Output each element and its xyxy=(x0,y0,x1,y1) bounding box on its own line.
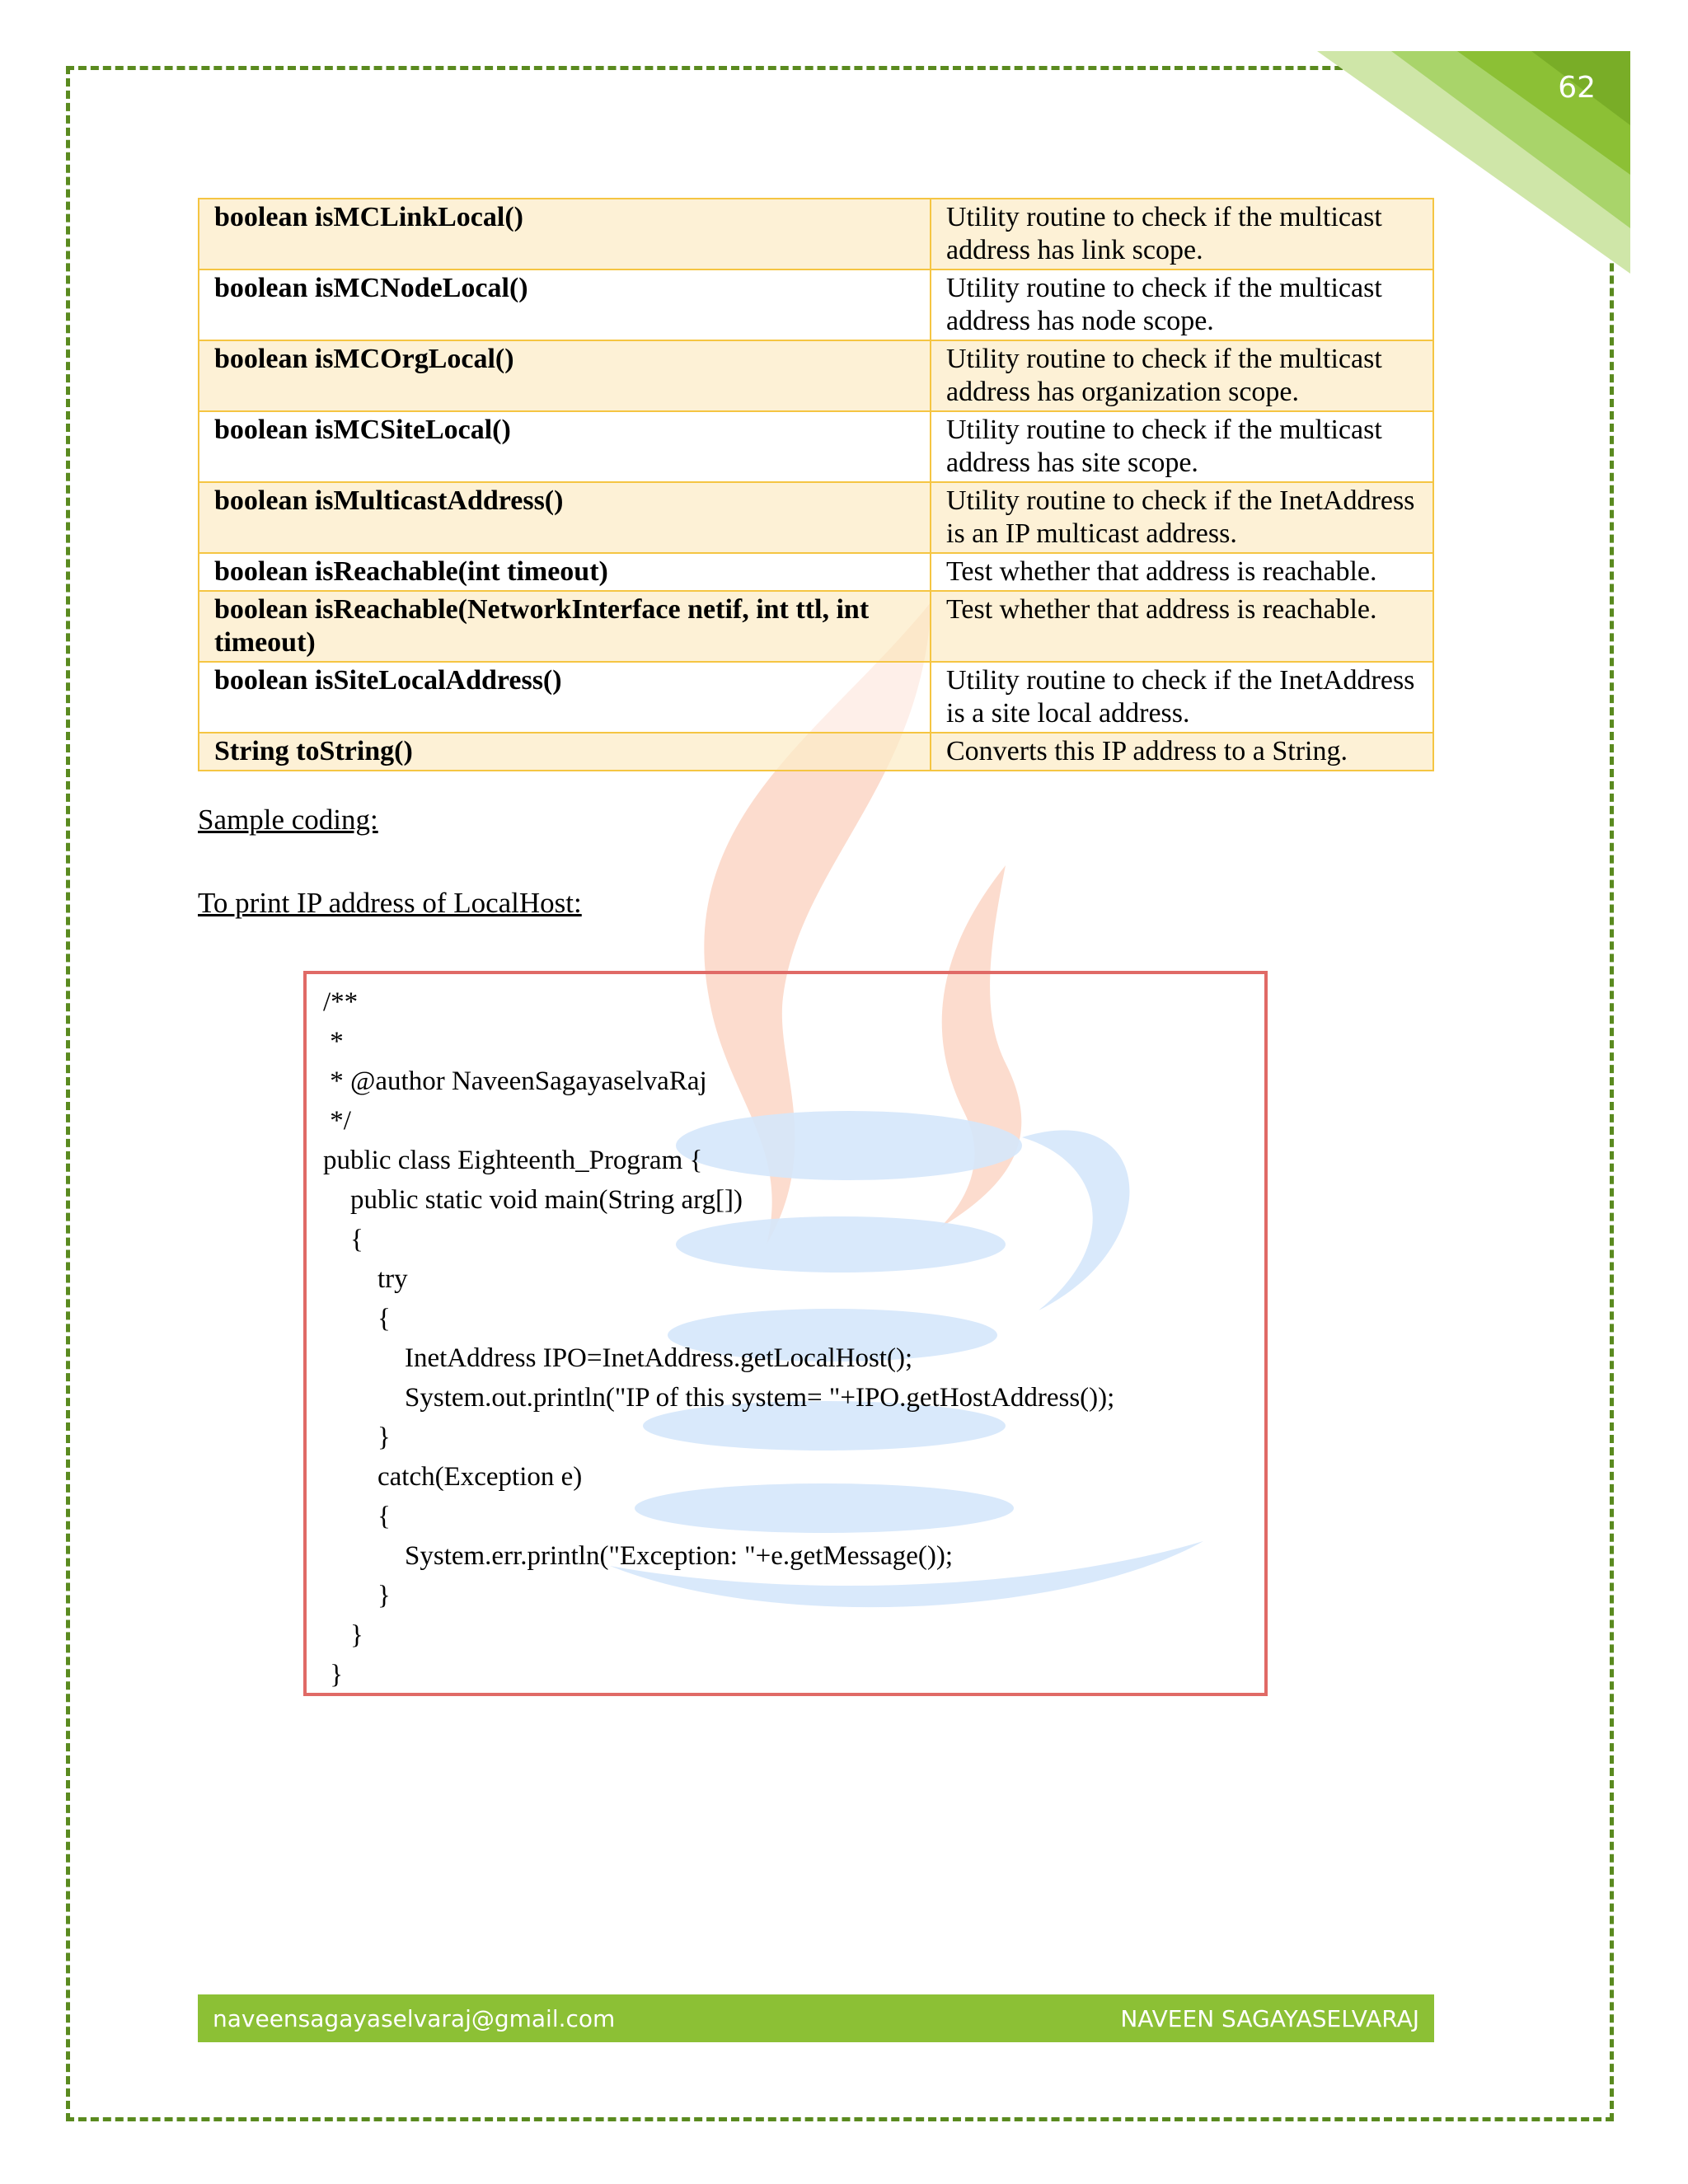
method-name: boolean isReachable(int timeout) xyxy=(199,553,931,591)
table-row xyxy=(199,591,1433,662)
method-name: boolean isMCLinkLocal() xyxy=(199,199,931,269)
code-line: try xyxy=(323,1264,408,1294)
method-description: Utility routine to check if the multicast address has site scope. xyxy=(931,411,1433,482)
code-line: */ xyxy=(323,1106,351,1136)
code-line: System.err.println("Exception: "+e.getMessage()); xyxy=(323,1541,954,1571)
footer-email: naveensagayaselvaraj@gmail.com xyxy=(213,2004,616,2032)
code-line: { xyxy=(323,1502,391,1531)
code-line: public static void main(String arg[]) xyxy=(323,1185,743,1215)
code-line: * @author NaveenSagayaselvaRaj xyxy=(323,1066,707,1096)
method-name: boolean isMCSiteLocal() xyxy=(199,411,931,482)
code-line: } xyxy=(323,1660,344,1690)
method-description: Utility routine to check if the multicast address has link scope. xyxy=(931,199,1433,269)
code-line: * xyxy=(323,1027,344,1057)
code-line: } xyxy=(323,1422,391,1452)
code-line: public class Eighteenth_Program { xyxy=(323,1146,703,1175)
method-name: boolean isSiteLocalAddress() xyxy=(199,662,931,733)
page-number: 62 xyxy=(1558,71,1596,105)
table-row xyxy=(199,199,1433,269)
code-line: System.out.println("IP of this system= "+IPO.getHostAddress()); xyxy=(323,1383,1115,1413)
table-row xyxy=(199,269,1433,340)
method-description: Test whether that address is reachable. xyxy=(931,553,1433,591)
table-row xyxy=(199,553,1433,591)
method-name: boolean isMulticastAddress() xyxy=(199,482,931,553)
method-name: boolean isMCNodeLocal() xyxy=(199,269,931,340)
method-description: Utility routine to check if the multicast address has organization scope. xyxy=(931,340,1433,411)
code-block xyxy=(303,971,1268,1696)
footer-author: NAVEEN SAGAYASELVARAJ xyxy=(1120,2004,1419,2032)
table-row xyxy=(199,340,1433,411)
table-row xyxy=(199,662,1433,733)
method-name: String toString() xyxy=(199,733,931,771)
code-line: { xyxy=(323,1225,363,1254)
method-name: boolean isReachable(NetworkInterface netif, int ttl, int timeout) xyxy=(199,591,931,662)
methods-table xyxy=(198,198,1434,771)
method-description: Converts this IP address to a String. xyxy=(931,733,1433,771)
code-line: catch(Exception e) xyxy=(323,1462,583,1492)
method-description: Utility routine to check if the InetAddress is an IP multicast address. xyxy=(931,482,1433,553)
method-name: boolean isMCOrgLocal() xyxy=(199,340,931,411)
code-line: } xyxy=(323,1620,363,1650)
code-line: } xyxy=(323,1581,391,1610)
method-description: Test whether that address is reachable. xyxy=(931,591,1433,662)
table-row xyxy=(199,733,1433,771)
code-line: /** xyxy=(323,987,359,1017)
task-heading: To print IP address of LocalHost: xyxy=(198,887,582,919)
sample-coding-heading: Sample coding: xyxy=(198,804,378,836)
footer-bar xyxy=(198,1994,1434,2042)
code-line: InetAddress IPO=InetAddress.getLocalHost(); xyxy=(323,1343,913,1373)
table-row xyxy=(199,482,1433,553)
code-line: { xyxy=(323,1304,391,1333)
table-row xyxy=(199,411,1433,482)
method-description: Utility routine to check if the InetAddress is a site local address. xyxy=(931,662,1433,733)
method-description: Utility routine to check if the multicast address has node scope. xyxy=(931,269,1433,340)
